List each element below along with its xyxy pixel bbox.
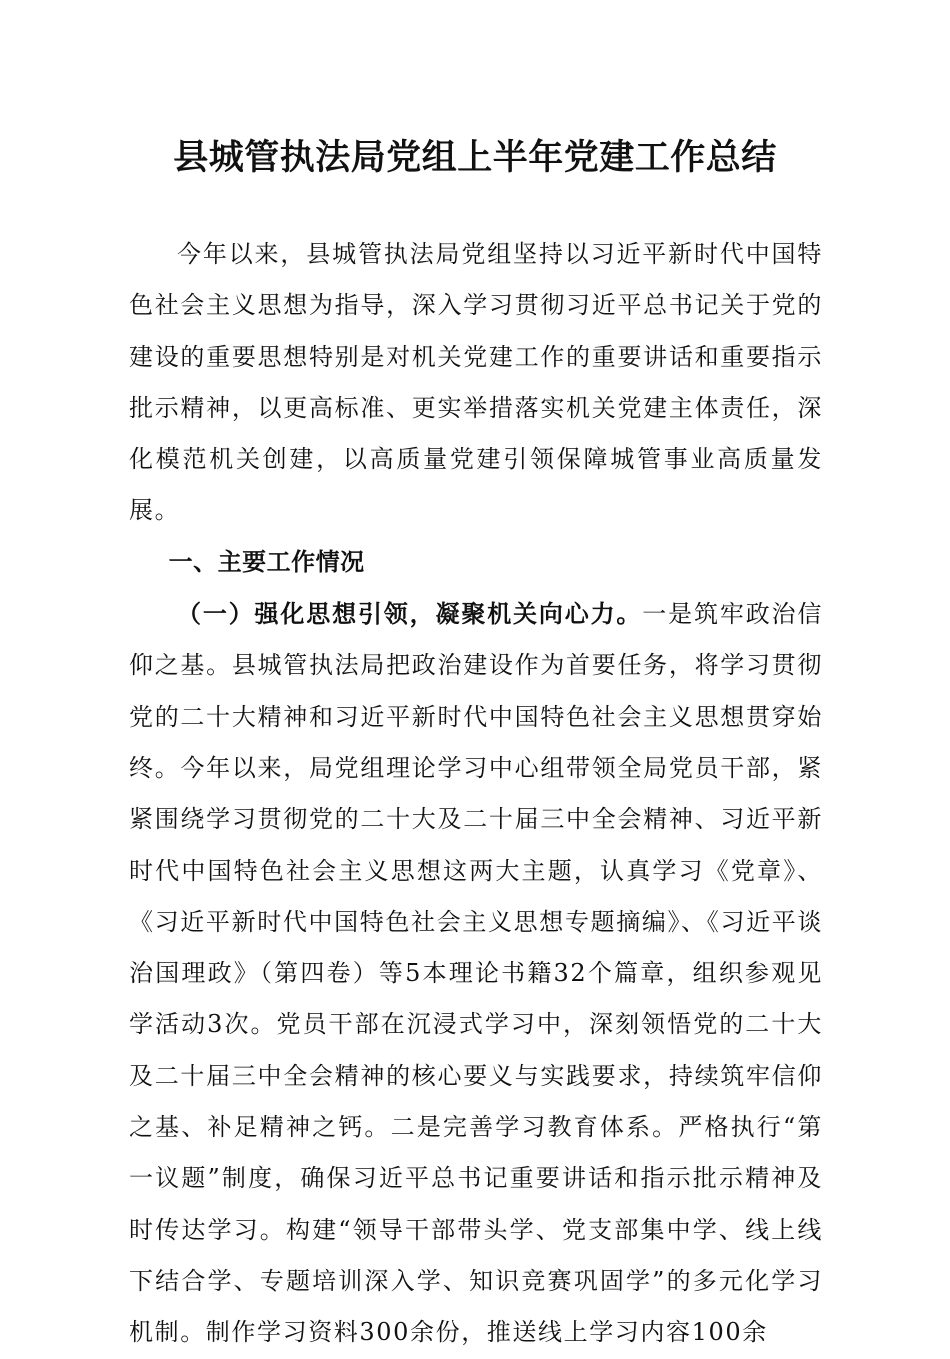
intro-paragraph: 今年以来，县城管执法局党组坚持以习近平新时代中国特色社会主义思想为指导，深入学习贯彻习近平总书记关于党的建设的重要思想特别是对机关党建工作的重要讲话和重要指示批示精神，以更高标准、更实举措落实机关党建主体责任，深化模范机关创建，以高质量党建引领保障城管事业高质量发展。 [129, 240, 823, 525]
subsection-heading: （一）强化思想引领，凝聚机关向心力。 [177, 599, 643, 629]
subsection-paragraph-ideological-guidance [129, 588, 823, 1358]
subsection-text: 一是筑牢政治信仰之基。县城管执法局把政治建设作为首要任务，将学习贯彻党的二十大精神和习近平新时代中国特色社会主义思想贯穿始终。今年以来，局党组理论学习中心组带领全局党员干部，紧紧围绕学习贯彻党的二十大及二十届三中全会精神、习近平新时代中国特色社会主义思想这两大主题，认真学习《党章》、《习近平新时代中国特色社会主义思想专题摘编》、《习近平谈治国理政》（第四卷）等5本理论书籍32个篇章，组织参观见学活动3次。党员干部在沉浸式学习中，深刻领悟党的二十大及二十届三中全会精神的核心要义与实践要求，持续筑牢信仰之基、补足精神之钙。二是完善学习教育体系。严格执行“第一议题”制度，确保习近平总书记重要讲话和指示批示精神及时传达学习。构建“领导干部带头学、党支部集中学、线上线下结合学、专题培训深入学、知识竞赛巩固学”的多元化学习机制。制作学习资料300余份，推送线上学习内容100余 [129, 600, 823, 1347]
document-title: 县城管执法局党组上半年党建工作总结 [173, 137, 777, 178]
document-body [129, 229, 823, 1359]
section-heading-main-work: 一、主要工作情况 [168, 547, 365, 576]
